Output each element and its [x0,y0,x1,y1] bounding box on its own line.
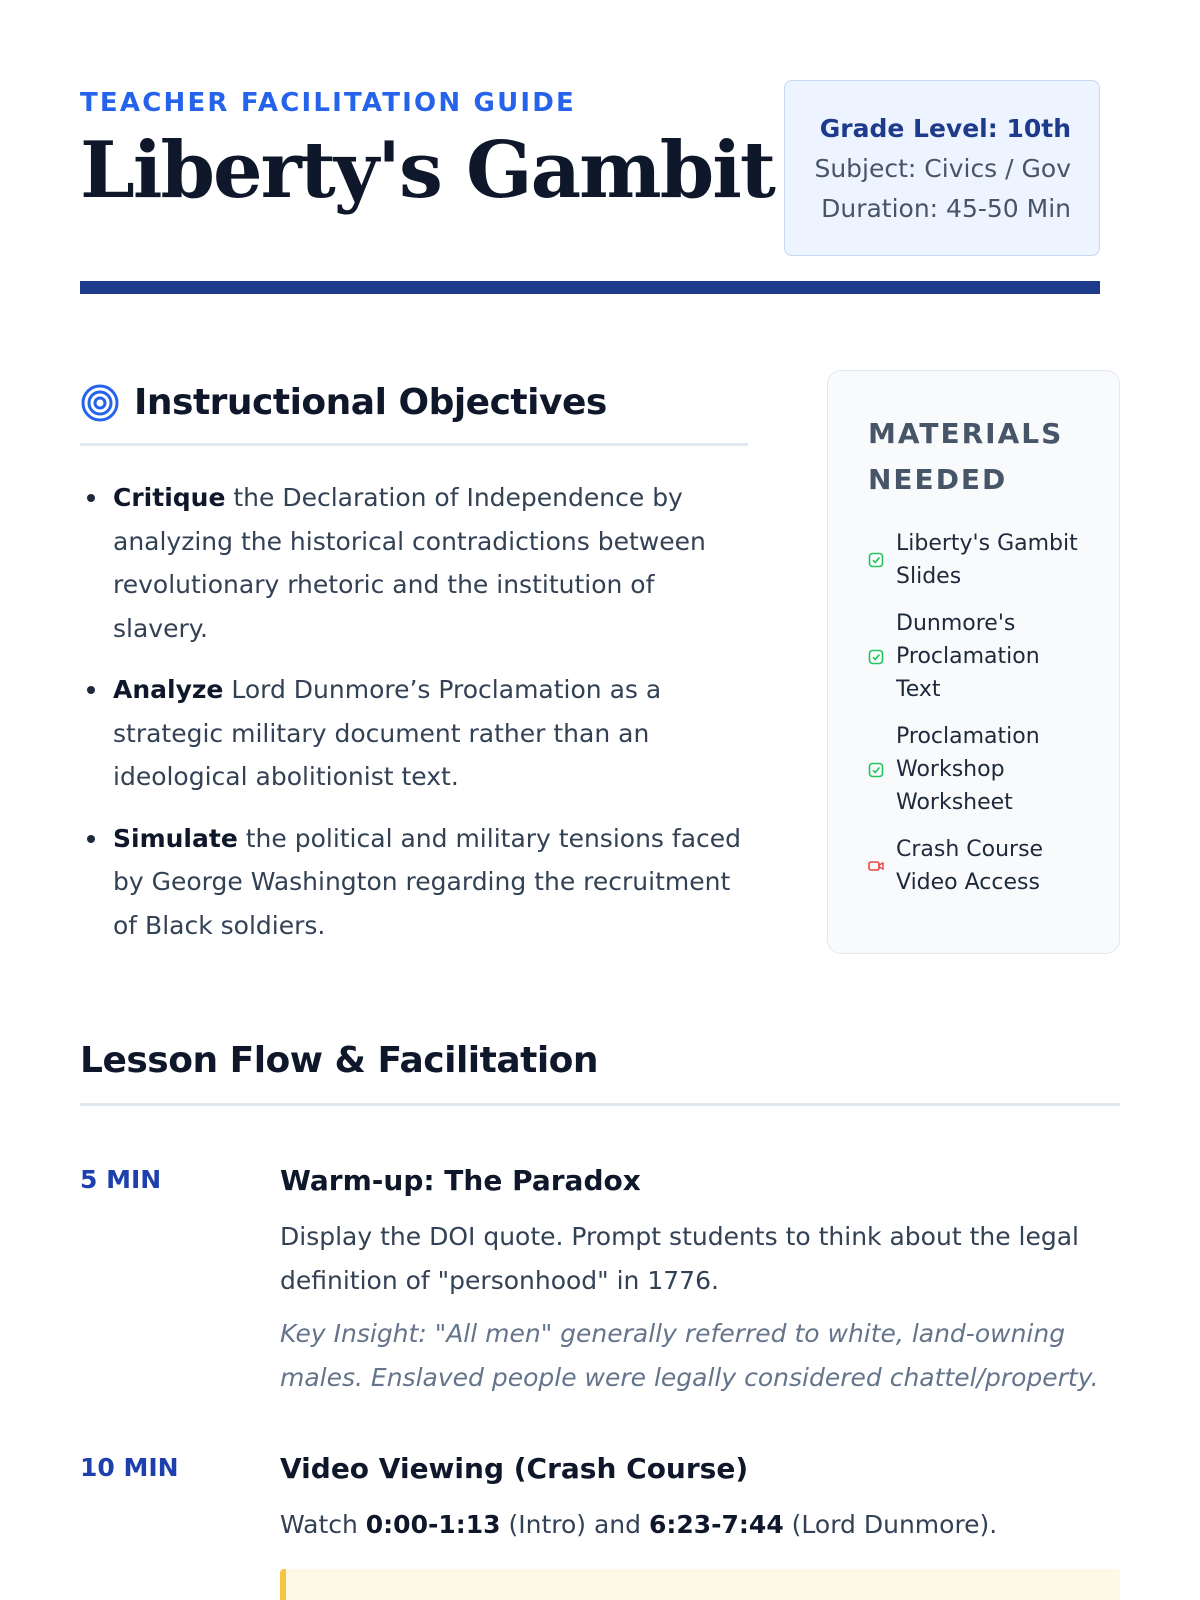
checkbox-icon [868,552,884,568]
guide-header [80,80,1100,294]
timestamp: 6:23-7:44 [648,1510,784,1539]
materials-title: MATERIALS NEEDED [868,417,1064,496]
desc-text: Watch [280,1510,366,1539]
step-title: Warm-up: The Paradox [280,1164,641,1197]
step-duration: 5 MIN [80,1165,162,1194]
objectives-list [80,476,748,947]
list-item [868,720,1088,819]
grade-level: Grade Level: 10th [819,114,1071,143]
list-item [868,527,1088,593]
step-body [280,1161,1120,1399]
checkbox-icon [868,649,884,665]
callout-box [280,1569,1120,1600]
duration: Duration: 45-50 Min [821,194,1071,223]
list-item [80,668,748,799]
objectives-heading [80,380,748,446]
objectives-section [80,380,748,965]
desc-text: (Lord Dunmore). [783,1510,998,1539]
step-duration: 10 MIN [80,1453,179,1482]
desc-text: (Intro) and [500,1510,649,1539]
objective-text: Lord Dunmore’s Proclamation as a strategic military document rather than an ideological abolitionist text. [113,675,662,791]
page-title: Liberty's Gambit [80,125,774,216]
checkbox-icon [868,762,884,778]
list-item [80,817,748,948]
step-description [280,1503,1120,1547]
step-description: Display the DOI quote. Prompt students to think about the legal definition of "personhood" in 1776. [280,1222,1079,1295]
materials-panel [827,370,1120,954]
list-item [868,607,1088,706]
objective-verb: Analyze [113,675,224,704]
guide-eyebrow: TEACHER FACILITATION GUIDE [80,88,577,118]
objective-verb: Critique [113,483,226,512]
objectives-area [80,294,1100,1034]
lesson-step [80,1449,1120,1600]
title-block [80,80,774,216]
objectives-title: Instructional Objectives [134,382,607,423]
step-body [280,1449,1120,1600]
lesson-step [80,1161,1120,1399]
lesson-flow-title: Lesson Flow & Facilitation [80,1040,1120,1106]
material-label: Crash Course Video Access [896,837,1044,895]
target-icon [80,383,120,423]
material-label: Proclamation Workshop Worksheet [896,724,1040,815]
list-item [80,476,748,650]
subject: Subject: Civics / Gov [814,154,1071,183]
materials-list [868,527,1119,899]
material-label: Dunmore's Proclamation Text [896,611,1040,702]
material-label: Liberty's Gambit Slides [896,531,1078,589]
objective-verb: Simulate [113,823,238,853]
key-insight: Key Insight: "All men" generally referred to white, land-owning males. Enslaved people were legally considered chattel/property. [280,1319,1099,1392]
objective-text: the political and military tensions faced by George Washington regarding the recruitment of Black soldiers. [113,823,742,940]
step-title: Video Viewing (Crash Course) [280,1452,749,1485]
objective-text: the Declaration of Independence by analyzing the historical contradictions between revolutionary rhetoric and the institution of slavery. [113,483,706,643]
lesson-flow-section [80,1040,1120,1600]
timestamp: 0:00-1:13 [365,1510,501,1539]
video-icon [868,858,884,874]
list-item [868,833,1088,899]
lesson-meta-box [784,80,1100,256]
